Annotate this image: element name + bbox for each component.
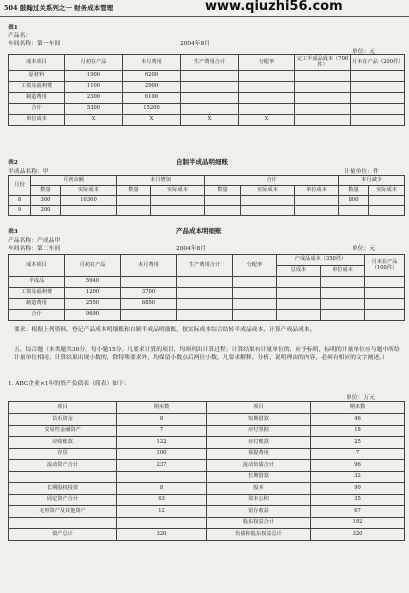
table-row: 长期借款 32 [9,471,405,483]
table3-workshop: 车间名称：第二车间 [8,246,61,252]
website-watermark: www.qiuzhi56.com [205,0,343,14]
table-row: 流动资产合计 237 流动负债合计 96 [9,460,405,472]
table-row: 制造费用 2550 8850 [9,299,405,310]
table-row: 存货 100 预提费用 7 [9,448,405,460]
table-row: 长期股权投资 8 股本 90 [9,483,405,495]
table3-date: 2004年8月 [176,246,207,252]
table2-title: 自制半成品明细账 [176,158,228,166]
table-row: 8 300 10300 800 [9,196,405,206]
table4-header-row: 项目 期末数 项目 期末数 [9,402,405,414]
table1-unit: 单位：元 [352,49,376,55]
table1-product: 产品名： [8,33,32,39]
table3 [8,254,405,321]
table-row: 资产总计 320 负债和股东权益总计 320 [9,529,405,541]
question-1: 1. ABC企业×1年的资产负债表（简表）如下： [8,381,130,387]
table-row: 半成品 5940 [9,277,405,288]
table-row: 制造费用 2300 6100 [9,93,405,104]
table-row: 9 200 [9,206,405,216]
table3-header-row: 成本项目 月初在产品 本月费用 生产费用合计 分配率 产成品成本（350件） 月末在产品（100件） [9,255,405,266]
table2-sub-header-row: 数量 实际成本 数量 实际成本 数量 实际成本 单位成本 数量 实际成本 [9,186,405,196]
table-row: 合计 5300 15200 [9,104,405,115]
table3-unit: 单位：元 [352,246,376,252]
page-header [0,0,409,17]
table1-label: 表1 [8,25,18,31]
table-row: 合计 9690 [9,310,405,321]
table3-product: 产品名称：产成品甲 [8,238,61,244]
table3-label: 表3 [8,229,18,235]
table3-title: 产品成本明细账 [176,227,222,235]
table-row: 股东权益合计 192 [9,517,405,529]
table2-product: 半成品名称：甲 [8,169,49,175]
table-row: 交易性金融资产 7 应付票据 18 [9,425,405,437]
page-number: 504 鼓翰过关系列之一 财务成本管理 [4,4,114,12]
table2-label: 表2 [8,160,18,166]
table2-unit: 计量单位：件 [344,169,379,175]
table-row: 无形资产及其他资产 12 留存收益 67 [9,506,405,518]
table-row: 单位成本 X X X X [9,115,405,126]
requirement-text: 要求：根据上列资料，登记产品成本明细账和自制半成品明细账，按实际成本综合结转半成品成本，计算产成品成本。 [14,327,316,333]
table2 [8,175,405,216]
table-row: 工资及福利费 1200 3700 [9,288,405,299]
table2-group-header-row: 月份 月初余额 本月增加 合计 本月减少 [9,176,405,186]
table1-header-row: 成本项目 月初在产品 本月费用 生产费用合计 分配率 完工半成品成本（700件） 月末在产品（200件） [9,55,405,71]
table4-unit: 单位：万元 [346,395,375,401]
table-row: 原材料 1900 6200 [9,71,405,82]
table-row: 货币资金 8 短期借款 46 [9,414,405,426]
table1-date: 2004年8月 [180,41,211,47]
table1 [8,54,405,126]
table1-workshop: 车间名称：第一车间 [8,41,61,47]
table3-sub-header-row: 总成本 单位成本 [9,266,405,277]
section5-heading: 五、综合题（本类题共30分，每小题15分。凡要求计算的项目，均须列出计算过程；计算结果有计量单位的，应予标明，标明的计量单位应与题中所给计量单位相同；计算结果出现小数的，除特殊要求外，均保留小数点后两位小数。凡要求解释、分析、说明理由的内容，必须有相应的文字阐述。） [14,347,400,362]
table-row: 工资及福利费 1100 2900 [9,82,405,93]
table-row: 应收账款 122 应付账款 25 [9,437,405,449]
table4 [8,401,405,541]
table-row: 固定资产合计 63 资本公积 35 [9,494,405,506]
